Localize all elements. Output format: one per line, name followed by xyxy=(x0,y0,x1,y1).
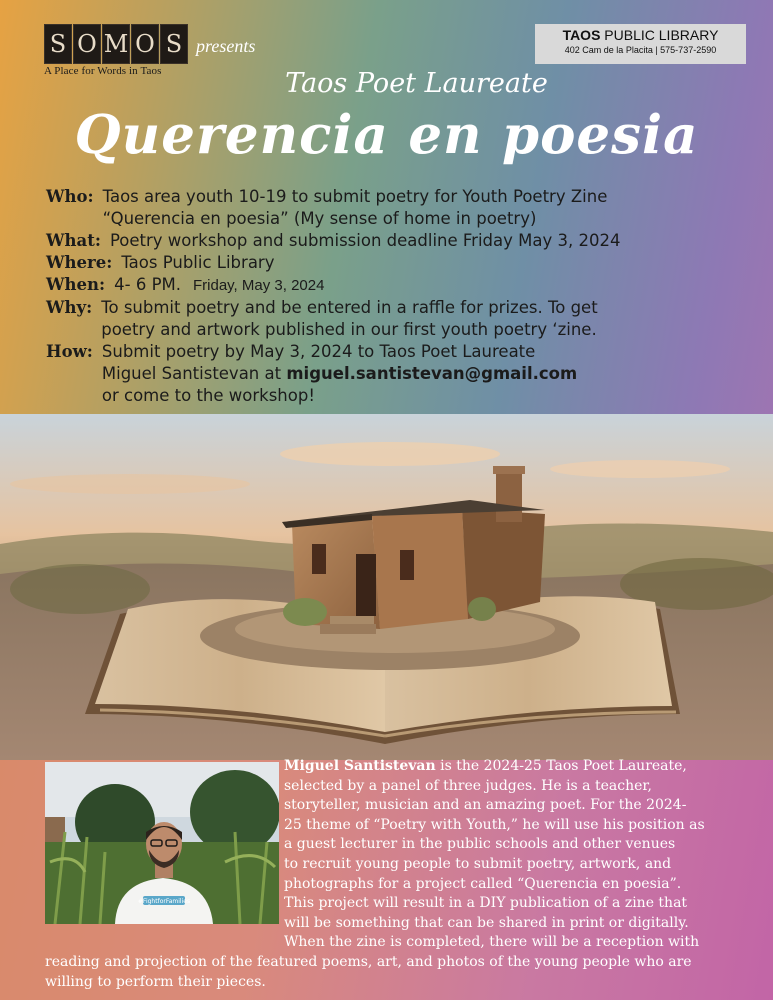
how-label: How: xyxy=(46,342,93,361)
logo-letter: S xyxy=(44,24,72,64)
info-row-how xyxy=(46,341,746,407)
library-name-bold: TAOS xyxy=(562,27,601,43)
page-title: Querencia en poesia xyxy=(74,104,699,166)
info-row-when xyxy=(46,274,746,297)
bio-text xyxy=(45,757,735,992)
info-row-why xyxy=(46,297,746,341)
who-line-2: “Querencia en poesia” (My sense of home in poetry) xyxy=(102,209,537,228)
logo-letter: M xyxy=(102,24,130,64)
why-line-1: To submit poetry and be entered in a raffle for prizes. To get xyxy=(101,298,598,317)
bio-line: This project will result in a DIY publication of a zine that xyxy=(284,895,688,912)
poet-name: Miguel Santistevan xyxy=(284,758,436,774)
info-row-what xyxy=(46,230,746,252)
logo-letter: S xyxy=(160,24,188,64)
logo-letter: O xyxy=(73,24,101,64)
bio-line-1-rest: is the 2024-25 Taos Poet Laureate, xyxy=(435,758,687,774)
library-address: 402 Cam de la Placita | 575-737-2590 xyxy=(564,45,717,55)
subtitle: Taos Poet Laureate xyxy=(285,68,548,99)
library-box xyxy=(535,24,746,64)
somos-logo-letters xyxy=(44,24,194,64)
house-on-book-illustration xyxy=(0,414,773,760)
bio-line: When the zine is completed, there will be a reception with xyxy=(284,934,700,951)
why-label: Why: xyxy=(46,298,93,317)
where-label: Where: xyxy=(46,253,113,272)
info-row-where xyxy=(46,252,746,274)
bio-line: willing to perform their pieces. xyxy=(45,973,266,990)
logo-letter: O xyxy=(131,24,159,64)
bio-line: photographs for a project called “Querencia en poesia”. xyxy=(284,875,682,892)
bio-line: selected by a panel of three judges. He is a teacher, xyxy=(284,777,652,794)
bio-line: to recruit young people to submit poetry, artwork, and xyxy=(284,855,672,872)
bio-line: storyteller, musician and an amazing poet. For the 2024- xyxy=(284,797,687,814)
logo-tagline: A Place for Words in Taos xyxy=(44,65,162,77)
how-line-3: or come to the workshop! xyxy=(101,386,315,405)
bio-line: 25 theme of “Poetry with Youth,” he will use his position as xyxy=(284,816,705,833)
when-label: When: xyxy=(46,275,106,294)
email-link[interactable]: miguel.santistevan@gmail.com xyxy=(286,364,578,383)
where-text: Taos Public Library xyxy=(121,253,275,272)
library-name-rest: PUBLIC LIBRARY xyxy=(600,27,719,43)
why-line-2: poetry and artwork published in our first youth poetry ‘zine. xyxy=(101,320,597,339)
bio-line: a guest lecturer in the public schools and other venues xyxy=(284,836,676,853)
how-line-1: Submit poetry by May 3, 2024 to Taos Poet Laureate xyxy=(101,342,536,361)
how-line-2: Miguel Santistevan at xyxy=(101,364,287,383)
when-date: Friday, May 3, 2024 xyxy=(193,277,325,294)
when-text: 4- 6 PM. xyxy=(114,275,181,294)
who-label: Who: xyxy=(46,187,94,206)
what-text: Poetry workshop and submission deadline Friday May 3, 2024 xyxy=(109,231,621,250)
info-row-who xyxy=(46,186,746,230)
event-info xyxy=(46,186,746,407)
bio-line xyxy=(45,757,735,777)
presents-text: presents xyxy=(196,36,256,56)
who-line-1: Taos area youth 10-19 to submit poetry for Youth Poetry Zine xyxy=(102,187,608,206)
bio-line: will be something that can be shared in print or digitally. xyxy=(284,914,689,931)
library-name xyxy=(535,27,746,44)
bio-line: reading and projection of the featured poems, art, and photos of the young people who are xyxy=(45,953,692,970)
what-label: What: xyxy=(46,231,101,250)
shirt-text: #FightforFamilies xyxy=(137,898,191,905)
